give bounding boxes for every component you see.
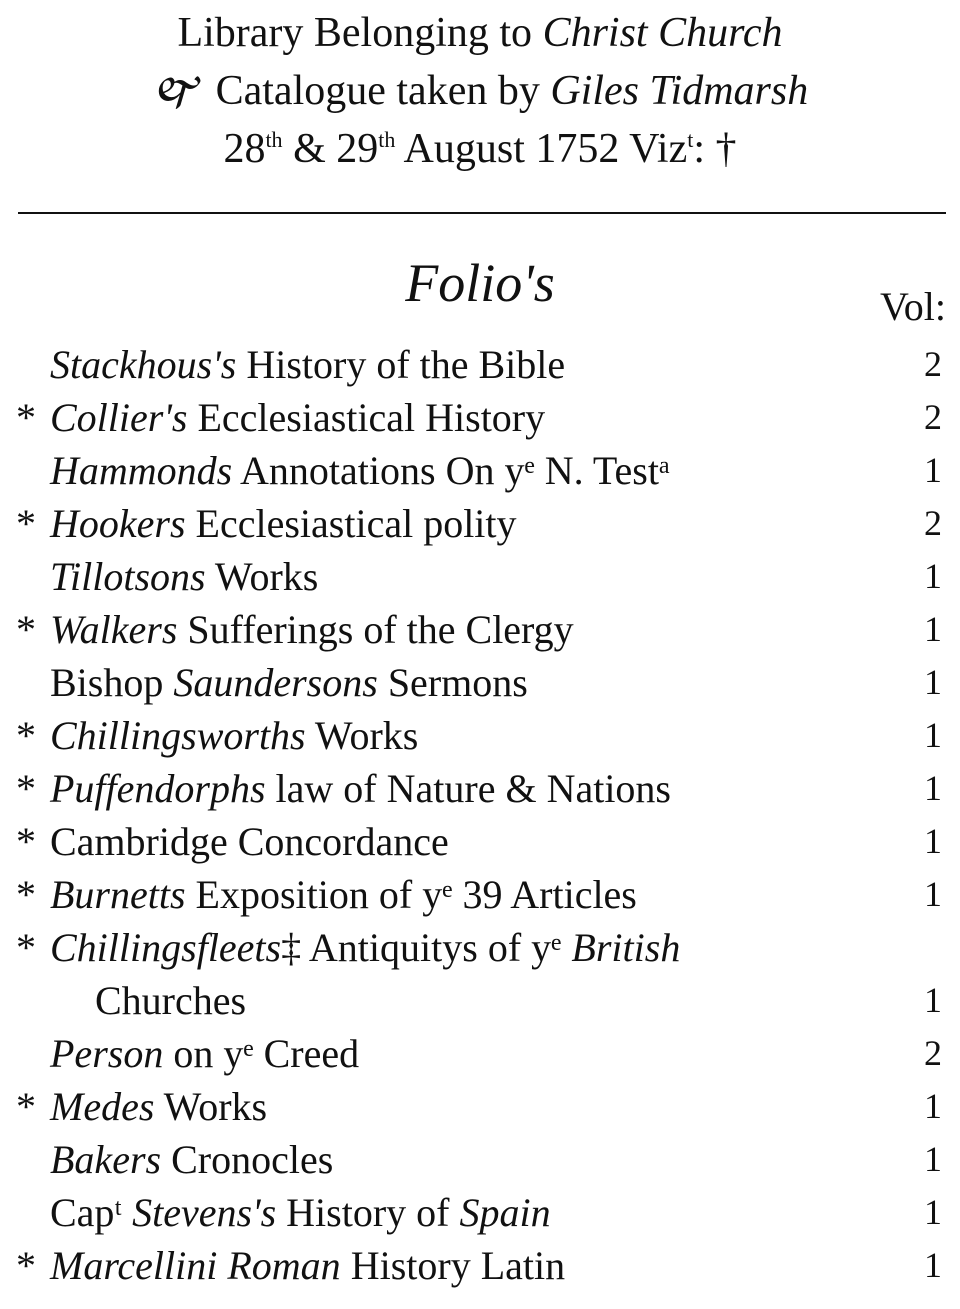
header-line-3 xyxy=(0,120,960,178)
header-line-2 xyxy=(0,62,960,120)
catalogue-entry xyxy=(0,762,960,815)
catalogue-entry xyxy=(0,815,960,868)
volume-count: 2 xyxy=(924,503,942,543)
entry-author: Hookers xyxy=(50,501,186,546)
entry-title xyxy=(50,762,671,815)
entry-author: Collier's xyxy=(50,395,188,440)
catalogue-entry xyxy=(0,497,960,550)
volume-count: 1 xyxy=(924,1192,942,1232)
entry-title xyxy=(50,709,418,762)
volume-count: 1 xyxy=(924,874,942,914)
entry-author: Bakers xyxy=(50,1137,162,1182)
catalogue-entry xyxy=(0,391,960,444)
catalogue-entry xyxy=(0,1080,960,1133)
section-title: Folio's xyxy=(405,253,555,313)
header-line-2-prefix: Catalogue taken by xyxy=(205,68,551,114)
asterisk-mark: * xyxy=(16,819,36,864)
entry-text: Capᵗ xyxy=(50,1190,133,1235)
volume-count: 2 xyxy=(924,397,942,437)
entry-text: on yᵉ Creed xyxy=(163,1031,360,1076)
entry-text: History of xyxy=(276,1190,460,1235)
entry-author: Walkers xyxy=(50,607,178,652)
header-day-1-suffix: th xyxy=(265,127,283,152)
entry-title xyxy=(50,603,574,656)
entry-author: Spain xyxy=(459,1190,551,1235)
entry-text: Sufferings of the Clergy xyxy=(177,607,574,652)
catalogue-entry xyxy=(0,1027,960,1080)
entry-title xyxy=(50,1239,565,1292)
header-cataloguer-name: Giles Tidmarsh xyxy=(550,68,809,114)
header-divider xyxy=(18,212,946,214)
header-line-1-prefix: Library Belonging to xyxy=(177,10,543,56)
entry-text: Bishop xyxy=(50,660,174,705)
entry-title xyxy=(50,656,528,709)
volume-count: 2 xyxy=(924,344,942,384)
catalogue-entry xyxy=(0,974,960,1027)
entry-title xyxy=(50,391,545,444)
entry-text: History of the Bible xyxy=(236,342,566,387)
header-day-1: 28 xyxy=(223,126,266,172)
entry-title xyxy=(50,921,680,974)
entry-author: Tillotsons xyxy=(50,554,206,599)
volume-count: 1 xyxy=(924,450,942,490)
asterisk-mark: * xyxy=(16,607,36,652)
asterisk-mark: * xyxy=(16,713,36,758)
catalogue-entry xyxy=(0,603,960,656)
volume-count: 1 xyxy=(924,1245,942,1285)
entry-title xyxy=(95,974,246,1027)
asterisk-mark: * xyxy=(16,1084,36,1129)
volume-count: 1 xyxy=(924,980,942,1020)
catalogue-entry xyxy=(0,656,960,709)
entry-text: Ecclesiastical polity xyxy=(185,501,517,546)
entry-author: Stackhous's xyxy=(50,342,237,387)
entry-title xyxy=(50,1080,267,1133)
entry-author: Chillingsworths xyxy=(50,713,306,758)
catalogue-entry xyxy=(0,1186,960,1239)
volume-count: 1 xyxy=(924,556,942,596)
asterisk-mark: * xyxy=(16,766,36,811)
header-day-2-suffix: th xyxy=(378,127,396,152)
volume-count: 1 xyxy=(924,1086,942,1126)
volume-column-header: Vol: xyxy=(880,284,946,329)
catalogue-entry xyxy=(0,709,960,762)
header-ampersand: & xyxy=(282,126,337,172)
entry-text: Ecclesiastical History xyxy=(187,395,546,440)
entry-text: Cambridge Concordance xyxy=(50,819,449,864)
catalogue-entry xyxy=(0,444,960,497)
asterisk-mark: * xyxy=(16,872,36,917)
volume-count: 1 xyxy=(924,768,942,808)
volume-count: 1 xyxy=(924,1139,942,1179)
catalogue-header xyxy=(0,0,960,178)
header-month-year: August 1752 Viz xyxy=(395,126,688,172)
volume-count: 1 xyxy=(924,662,942,702)
entry-author: Burnetts xyxy=(50,872,186,917)
entry-text: Churches xyxy=(95,978,247,1023)
fleuron-icon: 🙰 xyxy=(151,68,206,114)
entry-text: Cronocles xyxy=(161,1137,334,1182)
header-church-name: Christ Church xyxy=(542,10,783,56)
entry-title xyxy=(50,497,517,550)
entry-title xyxy=(50,1027,359,1080)
entry-text: Works xyxy=(305,713,419,758)
entry-text: Works xyxy=(154,1084,268,1129)
entry-text: History Latin xyxy=(340,1243,566,1288)
catalogue-entry xyxy=(0,550,960,603)
entry-author: Puffendorphs xyxy=(50,766,266,811)
entry-title xyxy=(50,338,565,391)
entry-text: Works xyxy=(205,554,319,599)
entry-title xyxy=(50,444,670,497)
entry-text: Exposition of yᵉ 39 Articles xyxy=(185,872,637,917)
volume-count: 1 xyxy=(924,715,942,755)
entry-text: ‡ Antiquitys of yᵉ xyxy=(281,925,572,970)
volume-count: 1 xyxy=(924,609,942,649)
entry-author: Stevens's xyxy=(132,1190,277,1235)
entry-title xyxy=(50,868,637,921)
asterisk-mark: * xyxy=(16,1243,36,1288)
catalogue-entry xyxy=(0,338,960,391)
asterisk-mark: * xyxy=(16,501,36,546)
entry-text: Annotations On yᵉ N. Testᵃ xyxy=(232,448,670,493)
volume-count: 1 xyxy=(924,821,942,861)
entry-title xyxy=(50,550,318,603)
entry-author: Chillingsfleets xyxy=(50,925,282,970)
entry-author: Person xyxy=(50,1031,164,1076)
header-day-2: 29 xyxy=(336,126,379,172)
catalogue-entry xyxy=(0,868,960,921)
header-viz-suffix: t xyxy=(687,127,694,152)
asterisk-mark: * xyxy=(16,925,36,970)
header-line-3-end: : † xyxy=(693,126,737,172)
header-line-1 xyxy=(0,4,960,62)
entry-title xyxy=(50,1133,333,1186)
entry-title xyxy=(50,1186,551,1239)
catalogue-entry xyxy=(0,1133,960,1186)
asterisk-mark: * xyxy=(16,395,36,440)
catalogue-entry xyxy=(0,1239,960,1292)
entry-author: Marcellini Roman xyxy=(50,1243,341,1288)
catalogue-entries xyxy=(0,338,960,1292)
volume-count: 2 xyxy=(924,1033,942,1073)
entry-author: British xyxy=(571,925,681,970)
entry-title xyxy=(50,815,449,868)
catalogue-entry xyxy=(0,921,960,974)
entry-author: Saundersons xyxy=(173,660,378,705)
entry-text: law of Nature & Nations xyxy=(265,766,671,811)
entry-author: Hammonds xyxy=(50,448,233,493)
entry-author: Medes xyxy=(50,1084,155,1129)
entry-text: Sermons xyxy=(377,660,528,705)
